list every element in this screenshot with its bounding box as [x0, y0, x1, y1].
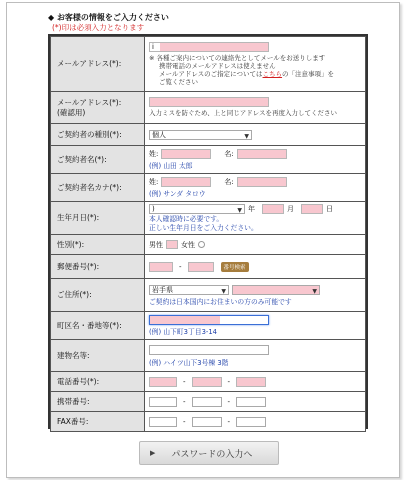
fax-label: FAX番号: — [51, 412, 145, 432]
phone-third-input[interactable] — [236, 377, 266, 387]
fax-second-input[interactable] — [192, 417, 222, 427]
chevron-down-icon: ▼ — [221, 287, 226, 295]
postal-label: 郵便番号(*): — [51, 255, 145, 279]
row-mobile: 携帯番号: - - — [51, 392, 366, 412]
email-caution-link[interactable]: こちら — [262, 70, 283, 78]
row-postal: 郵便番号(*): - 番号検索 — [51, 255, 366, 279]
phone-second-input[interactable] — [192, 377, 222, 387]
chevron-down-icon: ▼ — [312, 287, 317, 295]
required-note: (*)印は必須入力となります — [52, 23, 145, 32]
mobile-first-input[interactable] — [149, 397, 177, 407]
first-name-kana-input[interactable] — [237, 177, 287, 187]
row-phone: 電話番号(*): - - — [51, 372, 366, 392]
row-kana: ご契約者名カナ(*): 姓: 名: (例) サンダ タロウ — [51, 174, 366, 202]
gender-label: 性別(*): — [51, 235, 145, 255]
birth-month-input[interactable] — [262, 204, 284, 214]
birth-note: 本人確認時に必要です。 正しい生年月日をご入力ください。 — [149, 215, 258, 232]
city-select[interactable] — [232, 285, 320, 295]
address-label: ご住所(*): — [51, 279, 145, 312]
street-label: 町区名・番地等(*): — [51, 312, 145, 340]
postal-search-button[interactable]: 番号検索 — [221, 262, 249, 272]
fax-third-input[interactable] — [236, 417, 266, 427]
last-name-kana-input[interactable] — [161, 177, 211, 187]
email-confirm-label: メールアドレス(*): (確認用) — [51, 92, 145, 124]
name-example: (例) 山田 太郎 — [149, 162, 193, 170]
mobile-label: 携帯番号: — [51, 392, 145, 412]
contract-type-label: ご契約者の種別(*): — [51, 124, 145, 146]
chevron-down-icon: ▼ — [244, 132, 249, 140]
birth-day-input[interactable] — [301, 204, 323, 214]
prefecture-select[interactable]: 岩手県 ▼ — [149, 285, 229, 295]
email-label: メールアドレス(*): — [51, 37, 145, 92]
birth-label: 生年月日(*): — [51, 202, 145, 235]
play-triangle-icon: ▶ — [150, 449, 156, 457]
row-address — [51, 279, 366, 312]
building-example: (例) ハイツ山下3号棟 3階 — [149, 358, 229, 367]
mobile-second-input[interactable] — [192, 397, 222, 407]
first-name-input[interactable] — [237, 149, 287, 159]
name-label: ご契約者名(*): — [51, 146, 145, 174]
postal-code-second-input[interactable] — [188, 262, 214, 272]
row-birth: 生年月日(*): ) ▼ 年 月 日 本人確認時に必要です。 正しい生年月日をご入力ください。 — [51, 202, 366, 235]
email-confirm-note: 入力ミスを防ぐため、上と同じアドレスを再度入力してください — [149, 109, 338, 118]
postal-code-first-input[interactable] — [149, 262, 173, 272]
building-label: 建物名等: — [51, 340, 145, 372]
row-building — [51, 340, 366, 372]
section-heading: ◆ お客様の情報をご入力ください — [48, 13, 169, 22]
row-email — [51, 37, 366, 92]
email-notes: ※ 各種ご案内についての連絡先としてメールをお送りします 携帯電話のメールアドレスは使えません メールアドレスのご指定についてはこちらの「注意事項」を ご覧ください — [149, 53, 335, 87]
gender-male-radio[interactable] — [166, 240, 178, 249]
mobile-third-input[interactable] — [236, 397, 266, 407]
phone-label: 電話番号(*): — [51, 372, 145, 392]
street-example: (例) 山下町3丁目3-14 — [149, 328, 217, 336]
email-confirm-input[interactable] — [149, 97, 269, 107]
address-note: ご契約は日本国内にお住まいの方のみ可能です — [149, 297, 292, 306]
building-input[interactable] — [149, 345, 269, 355]
kana-example: (例) サンダ タロウ — [149, 190, 206, 198]
customer-form — [48, 34, 368, 429]
gender-female-radio[interactable] — [198, 241, 205, 248]
chevron-down-icon: ▼ — [237, 207, 242, 215]
row-fax: FAX番号: - - — [51, 412, 366, 432]
fax-first-input[interactable] — [149, 417, 177, 427]
street-input[interactable] — [149, 315, 269, 325]
row-email-confirm — [51, 92, 366, 124]
row-name: ご契約者名(*): 姓: 名: (例) 山田 太郎 — [51, 146, 366, 174]
birth-era-select[interactable]: ) ▼ — [149, 204, 245, 214]
email-input[interactable]: i — [149, 42, 269, 52]
row-street — [51, 312, 366, 340]
next-password-button[interactable]: ▶ パスワードの入力へ — [139, 441, 279, 465]
row-contract-type — [51, 124, 366, 146]
kana-label: ご契約者名カナ(*): — [51, 174, 145, 202]
row-gender: 性別(*): 男性 女性 — [51, 235, 366, 255]
last-name-input[interactable] — [161, 149, 211, 159]
contract-type-select[interactable]: 個人 ▼ — [149, 130, 252, 140]
phone-first-input[interactable] — [149, 377, 177, 387]
